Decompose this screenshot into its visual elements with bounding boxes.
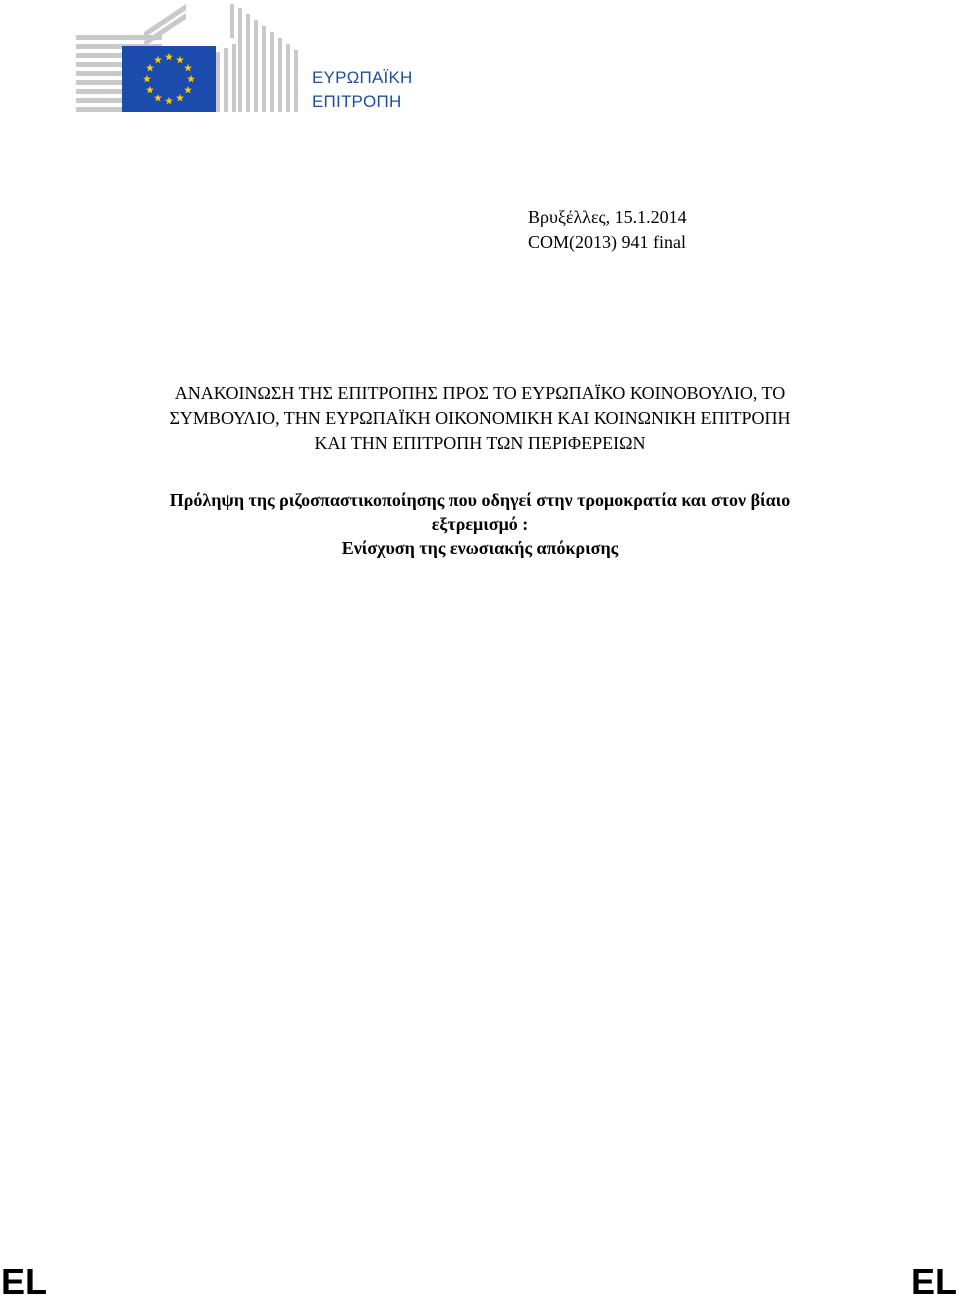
document-type-line: ΚΑΙ ΤΗΝ ΕΠΙΤΡΟΠΗ ΤΩΝ ΠΕΡΙΦΕΡΕΙΩΝ bbox=[314, 433, 646, 453]
document-title-line: εξτρεμισμό : bbox=[431, 514, 529, 534]
language-code-left: EL bbox=[1, 1261, 48, 1302]
document-title-line: Πρόληψη της ριζοσπαστικοποίησης που οδηγεί στην τρομοκρατία και στον βίαιο bbox=[169, 490, 791, 510]
organization-name-line2: ΕΠΙΤΡΟΠΗ bbox=[312, 92, 402, 111]
document-type-line: ΣΥΜΒΟΥΛΙΟ, ΤΗΝ ΕΥΡΩΠΑΪΚΗ ΟΙΚΟΝΟΜΙΚΗ ΚΑΙ ΚΟΙΝΩΝΙΚΗ ΕΠΙΤΡΟΠΗ bbox=[169, 408, 791, 428]
document-title bbox=[0, 488, 960, 560]
document-meta bbox=[528, 205, 687, 255]
organization-name-line1: ΕΥΡΩΠΑΪΚΗ bbox=[312, 68, 413, 87]
document-type bbox=[0, 381, 960, 456]
organization-name bbox=[312, 66, 412, 114]
document-type-line: ΑΝΑΚΟΙΝΩΣΗ ΤΗΣ ΕΠΙΤΡΟΠΗΣ ΠΡΟΣ ΤΟ ΕΥΡΩΠΑΪΚΟ ΚΟΙΝΟΒΟΥΛΙΟ, ΤΟ bbox=[174, 383, 786, 403]
european-commission-logo-icon bbox=[74, 2, 304, 114]
document-title-line: Ενίσχυση της ενωσιακής απόκρισης bbox=[341, 538, 619, 558]
place-date: Βρυξέλλες, 15.1.2014 bbox=[528, 207, 687, 227]
language-code-right: EL bbox=[910, 1261, 957, 1302]
document-reference: COM(2013) 941 final bbox=[528, 232, 686, 252]
